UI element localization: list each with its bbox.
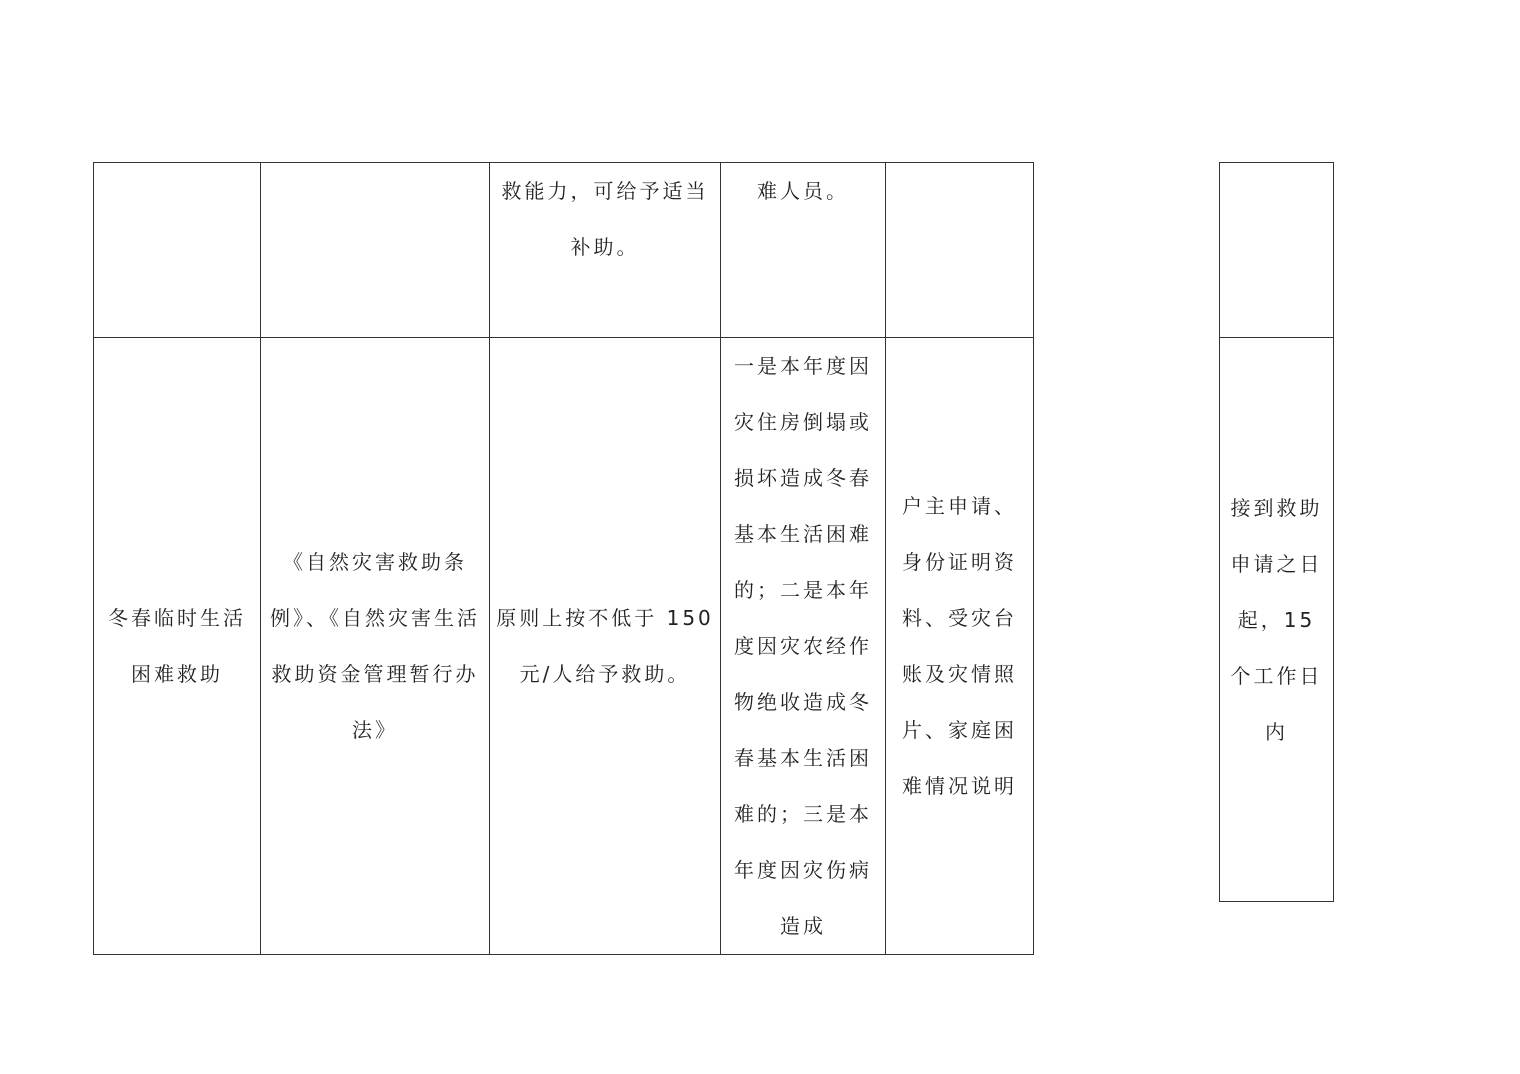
table-cell-materials	[886, 163, 1034, 338]
materials-text: 户主申请、身份证明资料、受灾台账及灾情照片、家庭困难情况说明	[902, 494, 1017, 798]
table-cell-time-limit	[1220, 163, 1334, 338]
time-limit-table	[1219, 162, 1334, 902]
table-cell-item	[94, 338, 261, 955]
table-cell-standard	[490, 338, 721, 955]
table-cell-basis	[261, 163, 490, 338]
table-cell-basis	[261, 338, 490, 955]
basis-text: 《自然灾害救助条例》、《自然灾害生活救助资金管理暂行办法》	[270, 550, 480, 742]
table-cell-time-limit	[1220, 338, 1334, 902]
table-row	[94, 163, 1034, 338]
table-row	[94, 338, 1034, 955]
standard-text: 救能力，可给予适当补助。	[501, 179, 709, 259]
table-row	[1220, 338, 1334, 902]
table-cell-standard	[490, 163, 721, 338]
relief-policy-table	[93, 162, 1034, 955]
item-name-text: 冬春临时生活困难救助	[108, 606, 246, 686]
target-text: 难人员。	[757, 179, 849, 203]
target-text: 一是本年度因灾住房倒塌或损坏造成冬春基本生活困难的；二是本年度因灾农经作物绝收造成冬春基本生活困难的；三是本年度因灾伤病造成	[734, 354, 872, 938]
table-cell-materials	[886, 338, 1034, 955]
table-cell-item	[94, 163, 261, 338]
table-cell-target	[721, 338, 886, 955]
table-row	[1220, 163, 1334, 338]
time-limit-text: 接到救助申请之日起，15 个工作日内	[1230, 495, 1323, 744]
standard-text: 原则上按不低于 150 元/人给予救助。	[496, 606, 714, 686]
table-cell-target	[721, 163, 886, 338]
